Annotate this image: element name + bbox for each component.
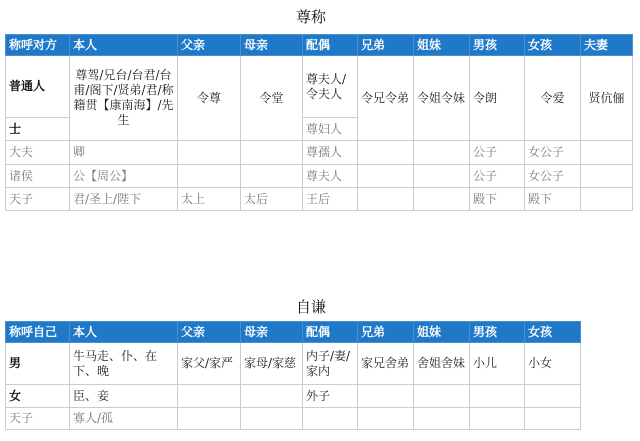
cell-brothers	[358, 385, 414, 408]
header-cell: 兄弟	[358, 35, 414, 56]
cell-spouse: 外子	[303, 385, 358, 408]
cell-couple	[581, 141, 633, 165]
header-cell: 父亲	[178, 35, 241, 56]
cell-girl: 小女	[525, 343, 581, 385]
cell-father	[178, 165, 241, 188]
cell-spouse	[303, 408, 358, 430]
humble-header-row	[6, 322, 581, 343]
cell-boy: 令朗	[470, 56, 525, 141]
cell-self: 寡人/孤	[70, 408, 178, 430]
header-cell: 母亲	[241, 35, 303, 56]
header-cell: 父亲	[178, 322, 241, 343]
cell-brothers	[358, 165, 414, 188]
cell-spouse: 内子/妻/家内	[303, 343, 358, 385]
cell-spouse: 王后	[303, 188, 358, 211]
cell-brothers	[358, 188, 414, 211]
cell-boy: 公子	[470, 141, 525, 165]
cell-mother	[241, 141, 303, 165]
cell-mother: 太后	[241, 188, 303, 211]
header-cell: 配偶	[303, 35, 358, 56]
cell-brothers	[358, 408, 414, 430]
cell-mother: 家母/家慈	[241, 343, 303, 385]
row-label: 大夫	[6, 141, 70, 165]
row-label: 诸侯	[6, 165, 70, 188]
honorific-header-row	[6, 35, 633, 56]
cell-spouse: 尊孺人	[303, 141, 358, 165]
cell-sisters	[414, 165, 470, 188]
humble-table-title: 自谦	[296, 298, 327, 316]
cell-boy	[470, 385, 525, 408]
cell-boy: 殿下	[470, 188, 525, 211]
table-row	[6, 141, 633, 165]
cell-mother	[241, 385, 303, 408]
humble-table	[5, 321, 581, 430]
header-cell: 姐妹	[414, 322, 470, 343]
cell-girl: 女公子	[525, 141, 581, 165]
table-row	[6, 188, 633, 211]
header-cell: 男孩	[470, 35, 525, 56]
row-label: 普通人	[6, 56, 70, 118]
table-row	[6, 165, 633, 188]
table-row	[6, 343, 581, 385]
header-cell: 女孩	[525, 35, 581, 56]
row-label: 男	[6, 343, 70, 385]
cell-girl: 殿下	[525, 188, 581, 211]
cell-girl: 女公子	[525, 165, 581, 188]
cell-self: 臣、妾	[70, 385, 178, 408]
header-cell: 称呼对方	[6, 35, 70, 56]
cell-brothers: 家兄舍弟	[358, 343, 414, 385]
cell-self: 君/圣上/陛下	[70, 188, 178, 211]
cell-boy: 公子	[470, 165, 525, 188]
cell-girl: 令爱	[525, 56, 581, 141]
honorific-table	[5, 34, 633, 211]
cell-father: 家父/家严	[178, 343, 241, 385]
header-cell: 配偶	[303, 322, 358, 343]
cell-girl	[525, 385, 581, 408]
header-cell: 称呼自己	[6, 322, 70, 343]
cell-boy: 小儿	[470, 343, 525, 385]
table-row	[6, 385, 581, 408]
cell-boy	[470, 408, 525, 430]
header-cell: 夫妻	[581, 35, 633, 56]
table-row	[6, 408, 581, 430]
cell-father	[178, 385, 241, 408]
cell-spouse: 尊夫人	[303, 165, 358, 188]
header-cell: 男孩	[470, 322, 525, 343]
cell-sisters	[414, 408, 470, 430]
cell-spouse: 尊妇人	[303, 118, 358, 141]
cell-father: 太上	[178, 188, 241, 211]
row-label: 士	[6, 118, 70, 141]
header-cell: 女孩	[525, 322, 581, 343]
cell-girl	[525, 408, 581, 430]
cell-brothers: 令兄令弟	[358, 56, 414, 141]
cell-father: 令尊	[178, 56, 241, 141]
cell-couple: 贤伉俪	[581, 56, 633, 141]
header-cell: 本人	[70, 35, 178, 56]
cell-mother: 令堂	[241, 56, 303, 141]
cell-father	[178, 408, 241, 430]
cell-brothers	[358, 141, 414, 165]
cell-couple	[581, 165, 633, 188]
honorific-table-title: 尊称	[296, 8, 327, 26]
cell-self: 牛马走、仆、在下、晚	[70, 343, 178, 385]
table-row	[6, 56, 633, 118]
header-cell: 母亲	[241, 322, 303, 343]
cell-spouse: 尊夫人/令夫人	[303, 56, 358, 118]
row-label: 女	[6, 385, 70, 408]
cell-sisters: 舍姐舍妹	[414, 343, 470, 385]
cell-sisters	[414, 141, 470, 165]
cell-mother	[241, 408, 303, 430]
cell-sisters: 令姐令妹	[414, 56, 470, 141]
cell-sisters	[414, 385, 470, 408]
row-label: 天子	[6, 188, 70, 211]
cell-father	[178, 141, 241, 165]
cell-self: 卿	[70, 141, 178, 165]
cell-self: 公【周公】	[70, 165, 178, 188]
cell-mother	[241, 165, 303, 188]
header-cell: 本人	[70, 322, 178, 343]
row-label: 天子	[6, 408, 70, 430]
header-cell: 姐妹	[414, 35, 470, 56]
cell-sisters	[414, 188, 470, 211]
header-cell: 兄弟	[358, 322, 414, 343]
cell-self: 尊驾/兄台/台君/台甫/阁下/贤弟/君/称籍贯【康南海】/先生	[70, 56, 178, 141]
cell-couple	[581, 188, 633, 211]
